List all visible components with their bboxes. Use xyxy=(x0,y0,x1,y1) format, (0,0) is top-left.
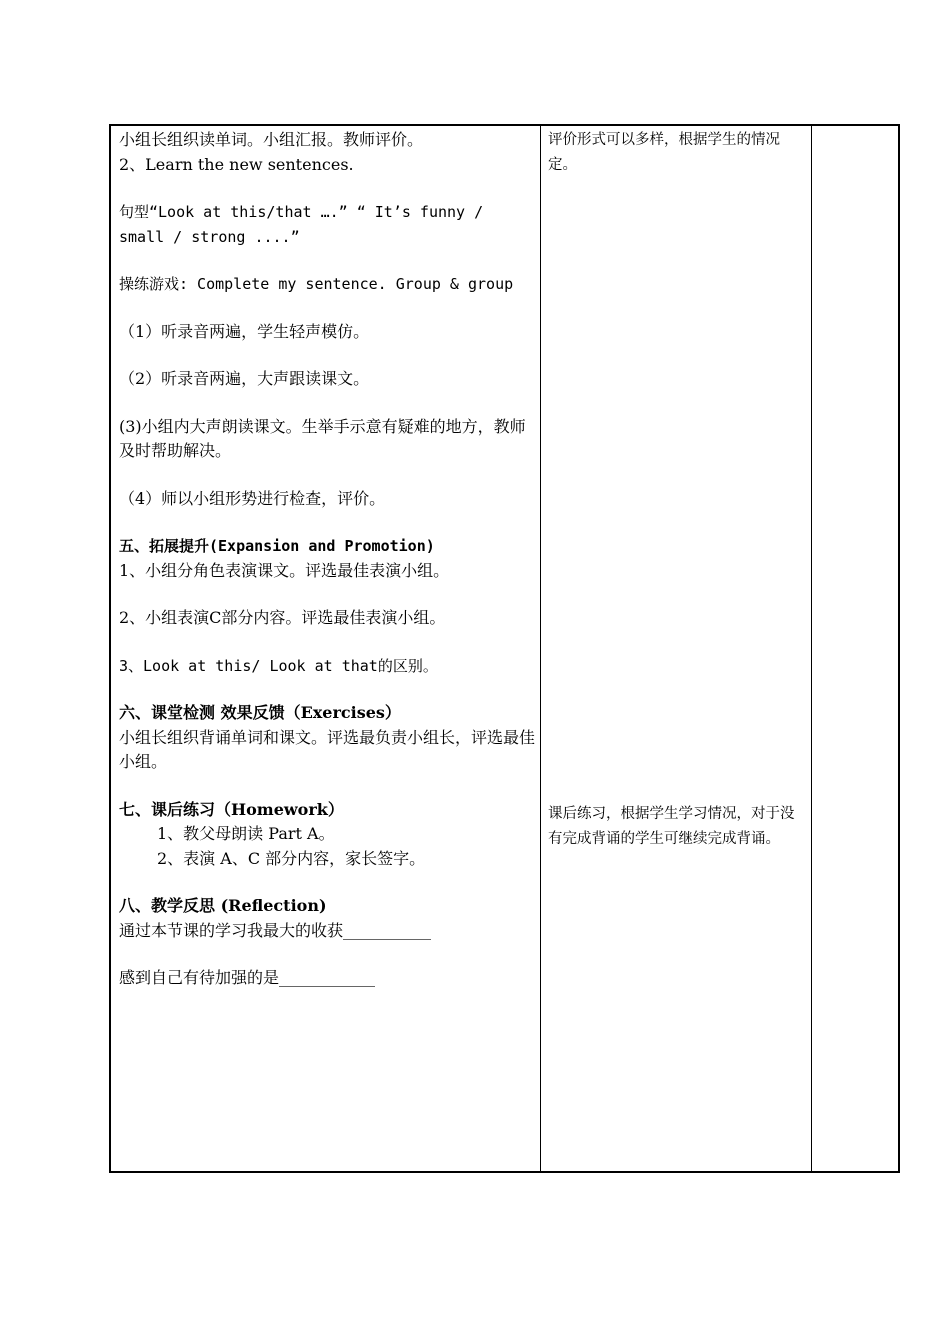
sentence-pattern: 句型“Look at this/that ….” “ It’s funny / small / strong ....” xyxy=(119,203,484,246)
practice-game: 操练游戏: Complete my sentence. Group & group xyxy=(119,275,514,293)
column-divider xyxy=(540,126,541,1171)
notes-column xyxy=(548,128,806,847)
homework-item: 1、教父母朗读 Part A。 xyxy=(157,824,335,843)
text-line: 小组长组织背诵单词和课文。评选最负责小组长，评选最佳小组。 xyxy=(119,727,536,771)
step-4: （4）师以小组形势进行检查，评价。 xyxy=(119,488,386,508)
reflection-line: 通过本节课的学习我最大的收获___________ xyxy=(119,920,432,940)
note-homework: 课后练习，根据学生学习情况，对于没有完成背诵的学生可继续完成背诵。 xyxy=(548,806,795,847)
text-line: 2、小组表演C部分内容。评选最佳表演小组。 xyxy=(119,608,446,627)
text-line: 1、小组分角色表演课文。评选最佳表演小组。 xyxy=(119,560,450,580)
section-exercises-title: 六、课堂检测 效果反馈（Exercises） xyxy=(119,703,401,722)
step-3: (3)小组内大声朗读课文。生举手示意有疑难的地方，教师及时帮助解决。 xyxy=(119,416,526,460)
section-reflection-title: 八、教学反思 (Reflection) xyxy=(119,896,327,915)
reflection-line: 感到自己有待加强的是____________ xyxy=(119,968,376,987)
text-line: 小组长组织读单词。小组汇报。教师评价。 xyxy=(119,130,424,149)
column-divider xyxy=(811,126,812,1171)
note-evaluation: 评价形式可以多样，根据学生的情况定。 xyxy=(548,132,780,173)
homework-item: 2、表演 A、C 部分内容，家长签字。 xyxy=(157,848,426,868)
section-expansion-title: 五、拓展提升(Expansion and Promotion) xyxy=(119,537,435,555)
step-2: （2）听录音两遍，大声跟读课文。 xyxy=(119,369,370,388)
step-1: （1）听录音两遍，学生轻声模仿。 xyxy=(119,321,370,341)
lesson-plan-table xyxy=(109,124,900,1173)
section-homework-title: 七、课后练习（Homework） xyxy=(119,799,344,819)
text-line: 3、Look at this/ Look at that的区别。 xyxy=(119,656,438,675)
procedure-column xyxy=(119,128,537,991)
text-line: 2、Learn the new sentences. xyxy=(119,154,354,174)
